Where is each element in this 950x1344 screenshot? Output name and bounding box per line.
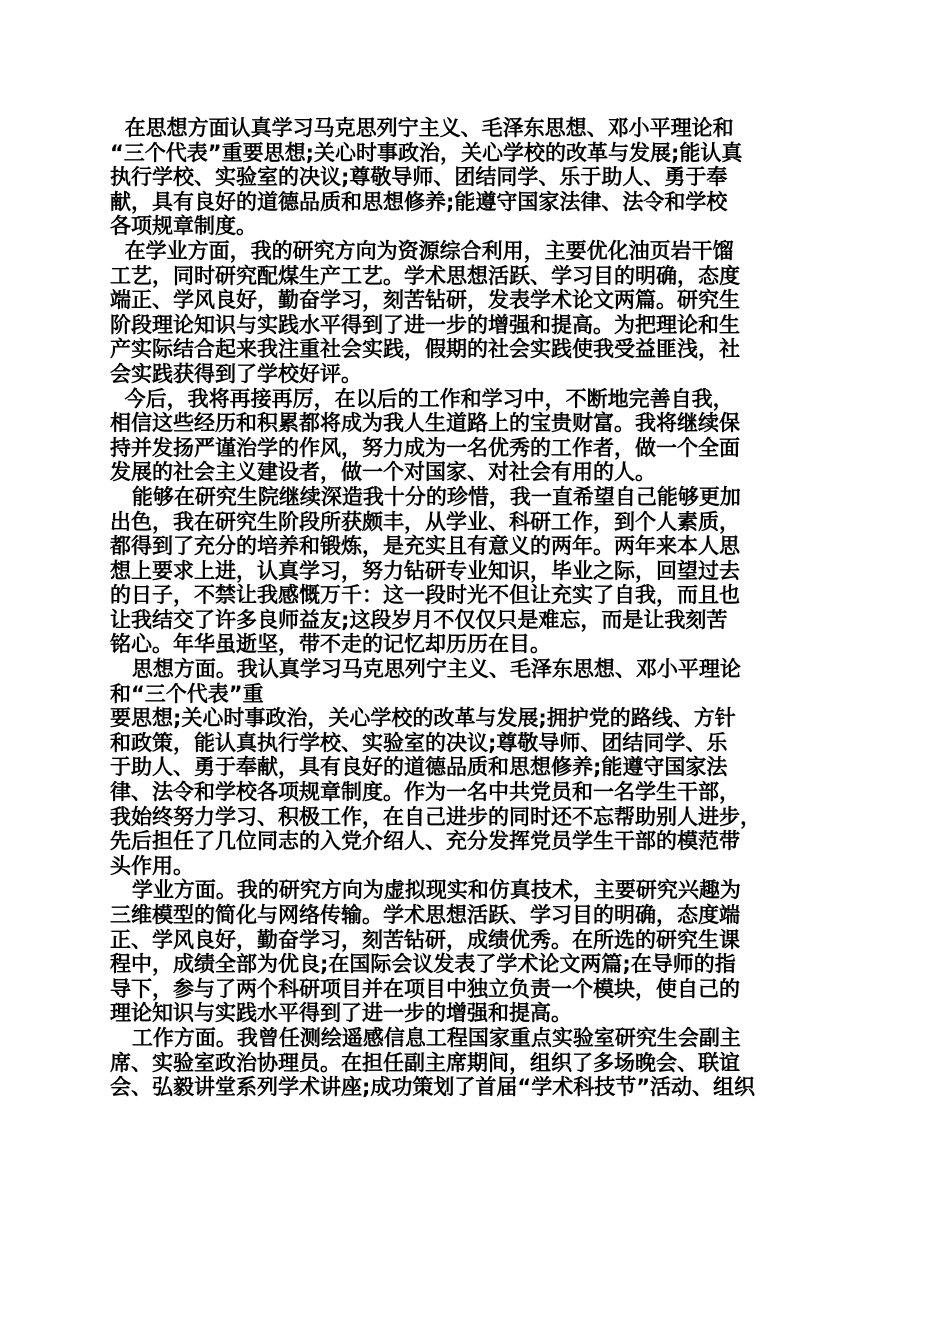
text-line: 献，具有良好的道德品质和思想修养;能遵守国家法律、法令和学校 bbox=[110, 189, 728, 214]
text-line: 律、法令和学校各项规章制度。作为一名中共党员和一名学生干部， bbox=[110, 780, 740, 805]
text-line: 头作用。 bbox=[110, 853, 194, 878]
text-line: 产实际结合起来我注重社会实践，假期的社会实践使我受益匪浅，社 bbox=[110, 337, 740, 362]
text-line: 要思想;关心时事政治，关心学校的改革与发展;拥护党的路线、方针 bbox=[110, 706, 736, 731]
text-line: 能够在研究生院继续深造我十分的珍惜，我一直希望自己能够更加 bbox=[110, 484, 741, 509]
text-line: 出色，我在研究生阶段所获颇丰，从学业、科研工作，到个人素质， bbox=[110, 509, 740, 534]
text-line: 都得到了充分的培养和锻炼，是充实且有意义的两年。两年来本人思 bbox=[110, 534, 740, 559]
text-line: 让我结交了许多良师益友;这段岁月不仅仅只是难忘，而是让我刻苦 bbox=[110, 607, 728, 632]
text-line: 今后，我将再接再厉，在以后的工作和学习中，不断地完善自我， bbox=[110, 386, 734, 411]
text-line: 工艺，同时研究配煤生产工艺。学术思想活跃、学习目的明确，态度 bbox=[110, 263, 740, 288]
text-line: 会、弘毅讲堂系列学术讲座;成功策划了首届“学术科技节”活动、组织 bbox=[110, 1075, 755, 1100]
text-line: 铭心。年华虽逝坚，带不走的记忆却历历在目。 bbox=[110, 632, 551, 657]
text-line: 想上要求上进，认真学习，努力钻研专业知识，毕业之际，回望过去 bbox=[110, 558, 740, 583]
paragraph bbox=[110, 239, 845, 387]
text-line: 先后担任了几位同志的入党介绍人、充分发挥党员学生干部的模范带 bbox=[110, 829, 740, 854]
text-line: 三维模型的简化与网络传输。学术思想活跃、学习目的明确，态度端 bbox=[110, 903, 740, 927]
text-line: 正、学风良好，勤奋学习，刻苦钻研，成绩优秀。在所选的研究生课 bbox=[110, 927, 740, 952]
text-line: 发展的社会主义建设者，做一个对国家、对社会有用的人。 bbox=[110, 460, 656, 485]
text-line: 学业方面。我的研究方向为虚拟现实和仿真技术，主要研究兴趣为 bbox=[110, 878, 741, 903]
text-line: 端正、学风良好，勤奋学习，刻苦钻研，发表学术论文两篇。研究生 bbox=[110, 288, 740, 313]
text-line: 会实践获得到了学校好评。 bbox=[110, 361, 362, 386]
text-line: 思想方面。我认真学习马克思列宁主义、毛泽东思想、邓小平理论 bbox=[110, 657, 741, 682]
paragraph bbox=[110, 387, 845, 485]
text-line: 在学业方面，我的研究方向为资源综合利用，主要优化油页岩干馏 bbox=[110, 238, 734, 263]
paragraph bbox=[110, 485, 845, 657]
text-line: 和政策，能认真执行学校、实验室的决议;尊敬导师、团结同学、乐 bbox=[110, 730, 728, 755]
text-line: 阶段理论知识与实践水平得到了进一步的增强和提高。为把理论和生 bbox=[110, 312, 740, 337]
text-line: 执行学校、实验室的决议;尊敬导师、团结同学、乐于助人、勇于奉 bbox=[110, 165, 728, 190]
text-line: 我始终努力学习、积极工作，在自己进步的同时还不忘帮助别人进步， bbox=[110, 804, 761, 829]
text-line: 和“三个代表”重 bbox=[110, 681, 264, 706]
text-line: 各项规章制度。 bbox=[110, 214, 257, 239]
text-line: 相信这些经历和积累都将成为我人生道路上的宝贵财富。我将继续保 bbox=[110, 411, 740, 436]
text-line: 的日子，不禁让我感慨万千：这一段时光不但让充实了自我，而且也 bbox=[110, 583, 740, 608]
text-line: 在思想方面认真学习马克思列宁主义、毛泽东思想、邓小平理论和 bbox=[110, 116, 734, 140]
text-line: 席、实验室政治协理员。在担任副主席期间，组织了多场晚会、联谊 bbox=[110, 1050, 740, 1075]
document-body bbox=[110, 116, 845, 1100]
text-line: 程中，成绩全部为优良;在国际会议发表了学术论文两篇;在导师的指 bbox=[110, 952, 736, 977]
text-line: 持并发扬严谨治学的作风，努力成为一名优秀的工作者，做一个全面 bbox=[110, 435, 740, 460]
paragraph bbox=[110, 878, 845, 1026]
paragraph bbox=[110, 657, 845, 878]
paragraph bbox=[110, 116, 845, 239]
paragraph bbox=[110, 1026, 845, 1100]
text-line: 工作方面。我曾任测绘遥感信息工程国家重点实验室研究生会副主 bbox=[110, 1025, 741, 1050]
text-line: 导下，参与了两个科研项目并在项目中独立负责一个模块，使自己的 bbox=[110, 976, 740, 1001]
text-line: “三个代表”重要思想;关心时事政治，关心学校的改革与发展;能认真 bbox=[110, 140, 743, 165]
text-line: 理论知识与实践水平得到了进一步的增强和提高。 bbox=[110, 1001, 572, 1026]
text-line: 于助人、勇于奉献，具有良好的道德品质和思想修养;能遵守国家法 bbox=[110, 755, 728, 780]
